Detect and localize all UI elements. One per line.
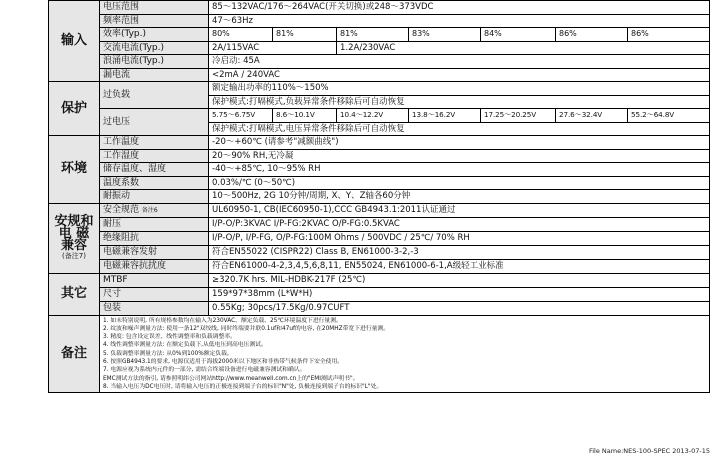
note-line: 1. 如未特别说明, 所有规格参数均在输入为230VAC、额定负载、25℃环境温度下进行量测。 [103, 317, 342, 324]
category-input: 输入 [49, 1, 100, 82]
note-line: 7. 电源应视为系统内元件的一部分, 需结合终端设备进行电磁兼容测试和确认。 [103, 367, 306, 374]
value-voltage-range: 85～132VAC/176～264VAC(开关切换)或248～373VDC [209, 1, 710, 15]
category-safety-emc [49, 203, 100, 273]
label-efficiency: 效率(Typ.) [100, 28, 209, 42]
category-safety-line3: 兼容 [60, 237, 87, 253]
efficiency-cell: 86% [628, 28, 710, 42]
value-emc-immunity: 符合EN61000-4-2,3,4,5,6,8,11, EN55024, EN61000-6-1,A级轻工业标准 [209, 259, 710, 273]
value-inrush-current: 冷启动: 45A [209, 55, 710, 69]
value-ac-current-115: 2A/115VAC [209, 41, 337, 55]
overvoltage-cell: 27.6～32.4V [556, 109, 628, 123]
label-storage: 储存温度、湿度 [100, 163, 209, 177]
category-safety-line2: 电 磁 [58, 225, 90, 241]
value-storage: -40～+85℃, 10～95% RH [209, 163, 710, 177]
label-emc-immunity: 电磁兼容抗扰度 [100, 259, 209, 273]
label-safety-standard-text: 安全规范 [103, 204, 140, 215]
label-work-temp: 工作温度 [100, 136, 209, 150]
note-line: 8. 当输入电压为DC电压时, 请将输入电压的正极连接到端子台的标识"N"处, 负极连接到端子台的标识"L"处。 [103, 383, 383, 390]
value-overload-range: 额定输出功率的110%～150% [209, 82, 710, 96]
note-line: 2. 纹波和噪声测量方法: 使用一条12"双绞线, 同时终端要并联0.1uf和47uf的电容, 在20MHZ带宽下进行量测。 [103, 325, 390, 332]
value-dimension: 159*97*38mm (L*W*H) [209, 287, 710, 301]
label-overload: 过负载 [100, 82, 209, 109]
value-packing: 0.55Kg; 30pcs/17.5Kg/0.97CUFT [209, 301, 710, 315]
category-notes: 备注 [49, 315, 100, 393]
label-isolation: 绝缘阻抗 [100, 231, 209, 245]
value-mtbf: ≥320.7K hrs. MIL-HDBK-217F (25℃) [209, 273, 710, 287]
overvoltage-cell: 10.4～12.2V [337, 109, 409, 123]
value-isolation: I/P-O/P, I/P-FG, O/P-FG:100M Ohms / 500VDC / 25℃/ 70% RH [209, 231, 710, 245]
label-mtbf: MTBF [100, 273, 209, 287]
label-emc-emission: 电磁兼容发射 [100, 245, 209, 259]
overvoltage-cell: 5.75～6.75V [209, 109, 273, 123]
efficiency-cell: 86% [556, 28, 628, 42]
label-safety-standard [100, 203, 209, 217]
overvoltage-cell: 17.25～20.25V [481, 109, 556, 123]
label-temp-coefficient: 温度系数 [100, 176, 209, 190]
value-vibration: 10～500Hz, 2G 10分钟/周期, X、Y、Z轴各60分钟 [209, 190, 710, 204]
overvoltage-cell: 13.8～16.2V [409, 109, 481, 123]
category-others: 其它 [49, 273, 100, 315]
label-leakage-current: 漏电流 [100, 68, 209, 82]
label-vibration: 耐振动 [100, 190, 209, 204]
efficiency-cell: 83% [409, 28, 481, 42]
value-overload-mode: 保护模式:打嗝模式,负载异常条件移除后可自动恢复 [209, 95, 710, 109]
efficiency-cell: 81% [337, 28, 409, 42]
notes-list [100, 315, 710, 393]
label-ac-current: 交流电流(Typ.) [100, 41, 209, 55]
overvoltage-cell: 55.2～64.8V [628, 109, 710, 123]
label-work-humidity: 工作湿度 [100, 149, 209, 163]
value-frequency-range: 47～63Hz [209, 14, 710, 28]
note-line: 4. 线性调整率测量方法: 在额定负载下,从低电压到高电压测试。 [103, 342, 267, 349]
value-overvoltage-mode: 保护模式:打嗝模式,电压异常条件移除后可自动恢复 [209, 122, 710, 136]
value-ac-current-230: 1.2A/230VAC [337, 41, 710, 55]
label-frequency-range: 频率范围 [100, 14, 209, 28]
label-overvoltage: 过电压 [100, 109, 209, 136]
efficiency-cell: 80% [209, 28, 273, 42]
note-line: 6. 按照GB4943.1的要求, 电源仅适用于海拔2000米以下地区和非热带气候条件下安全使用。 [103, 358, 344, 365]
value-emc-emission: 符合EN55022 (CISPR22) Class B, EN61000-3-2,-3 [209, 245, 710, 259]
overvoltage-cell: 8.6～10.1V [273, 109, 337, 123]
safety-note-ref: 备注6 [141, 206, 158, 214]
value-withstand-voltage: I/P-O/P:3KVAC I/P-FG:2KVAC O/P-FG:0.5KVAC [209, 217, 710, 231]
category-environment: 环境 [49, 136, 100, 204]
category-safety-line1: 安规和 [54, 213, 94, 229]
value-leakage-current: <2mA / 240VAC [209, 68, 710, 82]
label-withstand-voltage: 耐压 [100, 217, 209, 231]
label-packing: 包装 [100, 301, 209, 315]
value-temp-coefficient: 0.03%/℃ (0～50℃) [209, 176, 710, 190]
footer-file-name: File Name:NES-100-SPEC 2013-07-15 [588, 447, 710, 455]
category-safety-note: (备注7) [62, 251, 86, 260]
value-work-humidity: 20～90% RH,无冷凝 [209, 149, 710, 163]
label-dimension: 尺寸 [100, 287, 209, 301]
note-line: 3. 精度: 包含设定误差、线性调整率和负载调整率。 [103, 334, 236, 341]
specification-table [48, 0, 710, 393]
value-safety-standard: UL60950-1, CB(IEC60950-1),CCC GB4943.1:2011认证通过 [209, 203, 710, 217]
efficiency-cell: 84% [481, 28, 556, 42]
value-work-temp: -20～+60℃ (请参考"减额曲线") [209, 136, 710, 150]
category-protection: 保护 [49, 82, 100, 136]
note-line: 5. 负载调整率测量方法: 从0%到100%额定负载。 [103, 350, 233, 357]
label-inrush-current: 浪涌电流(Typ.) [100, 55, 209, 69]
efficiency-cell: 81% [273, 28, 337, 42]
label-voltage-range: 电压范围 [100, 1, 209, 15]
note-line: EMC测试方法的指引, 请参照明纬公司网站http://www.meanwell.com.cn上的"EMI测试声明书"。 [103, 375, 359, 382]
